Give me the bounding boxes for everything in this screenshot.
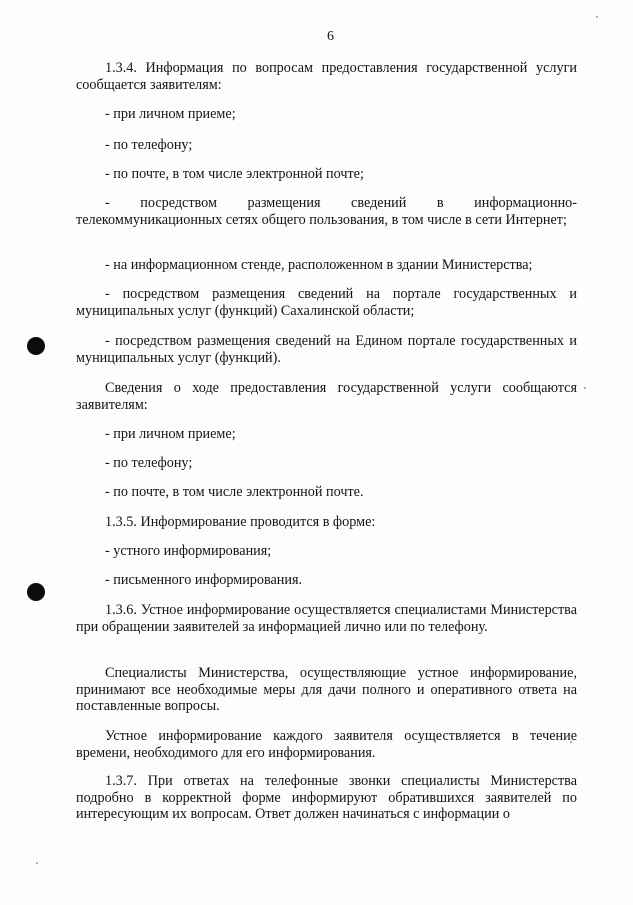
list-item: [76, 484, 577, 501]
list-item: [76, 333, 577, 366]
progress-info: [76, 380, 577, 413]
list-item: [76, 572, 577, 589]
list-item-phone: - по телефону;: [105, 137, 193, 153]
section-1-3-7: [76, 773, 577, 823]
section-1-3-5: [76, 514, 577, 531]
paragraph-specialists: Специалисты Министерства, осуществляющие устное информирование, принимают все необходимые меры для дачи полного и оперативного ответа на поставленные вопросы.: [76, 665, 577, 714]
paragraph-1-3-4: 1.3.4. Информация по вопросам предоставления государственной услуги сообщается заявителям:: [76, 60, 577, 93]
list-item: [76, 195, 577, 228]
list-item-internet: - посредством размещения сведений в информационно-телекоммуникационных сетях общего пользования, в том числе в сети Интернет;: [76, 195, 577, 228]
list-item-mail: - по почте, в том числе электронной почте;: [105, 166, 364, 182]
scan-speck: [584, 387, 586, 389]
list-item-oral: - устного информирования;: [105, 543, 272, 559]
list-item-stand: - на информационном стенде, расположенном в здании Министерства;: [105, 257, 533, 273]
list-item: [76, 426, 577, 443]
list-item-personal: - при личном приеме;: [105, 106, 236, 122]
list-item: [76, 257, 577, 274]
list-item: [76, 166, 577, 183]
paragraph-oral-each: Устное информирование каждого заявителя осуществляется в течение времени, необходимого для его информирования.: [76, 728, 577, 761]
oral-each-info: [76, 728, 577, 761]
list-item-portal-regional: - посредством размещения сведений на портале государственных и муниципальных услуг (функций) Сахалинской области;: [76, 286, 577, 319]
list-item: [76, 137, 577, 154]
list-item: [76, 106, 577, 123]
paragraph-progress: Сведения о ходе предоставления государственной услуги сообщаются заявителям:: [76, 380, 577, 413]
scan-speck: [36, 862, 38, 864]
paragraph-1-3-6: 1.3.6. Устное информирование осуществляется специалистами Министерства при обращении заявителей за информацией лично или по телефону.: [76, 602, 577, 635]
list-item-personal-2: - при личном приеме;: [105, 426, 236, 442]
punch-hole-bottom: [27, 583, 45, 601]
paragraph-1-3-7: 1.3.7. При ответах на телефонные звонки специалисты Министерства подробно в корректной форме информируют обратившихся заявителей по интересующим их вопросам. Ответ должен начинаться с информации о: [76, 773, 577, 822]
list-item-phone-2: - по телефону;: [105, 455, 193, 471]
section-1-3-6: [76, 602, 577, 635]
list-item-mail-2: - по почте, в том числе электронной почте.: [105, 484, 364, 500]
list-item: [76, 455, 577, 472]
list-item: [76, 543, 577, 560]
list-item-portal-unified: - посредством размещения сведений на Едином портале государственных и муниципальных услуг (функций).: [76, 333, 577, 366]
list-item: [76, 286, 577, 319]
paragraph-1-3-5: 1.3.5. Информирование проводится в форме:: [105, 514, 376, 530]
punch-hole-top: [27, 337, 45, 355]
page-number: 6: [327, 29, 334, 44]
section-1-3-4: [76, 60, 577, 93]
scan-speck: [596, 16, 598, 18]
specialists-info: [76, 665, 577, 715]
list-item-written: - письменного информирования.: [105, 572, 303, 588]
